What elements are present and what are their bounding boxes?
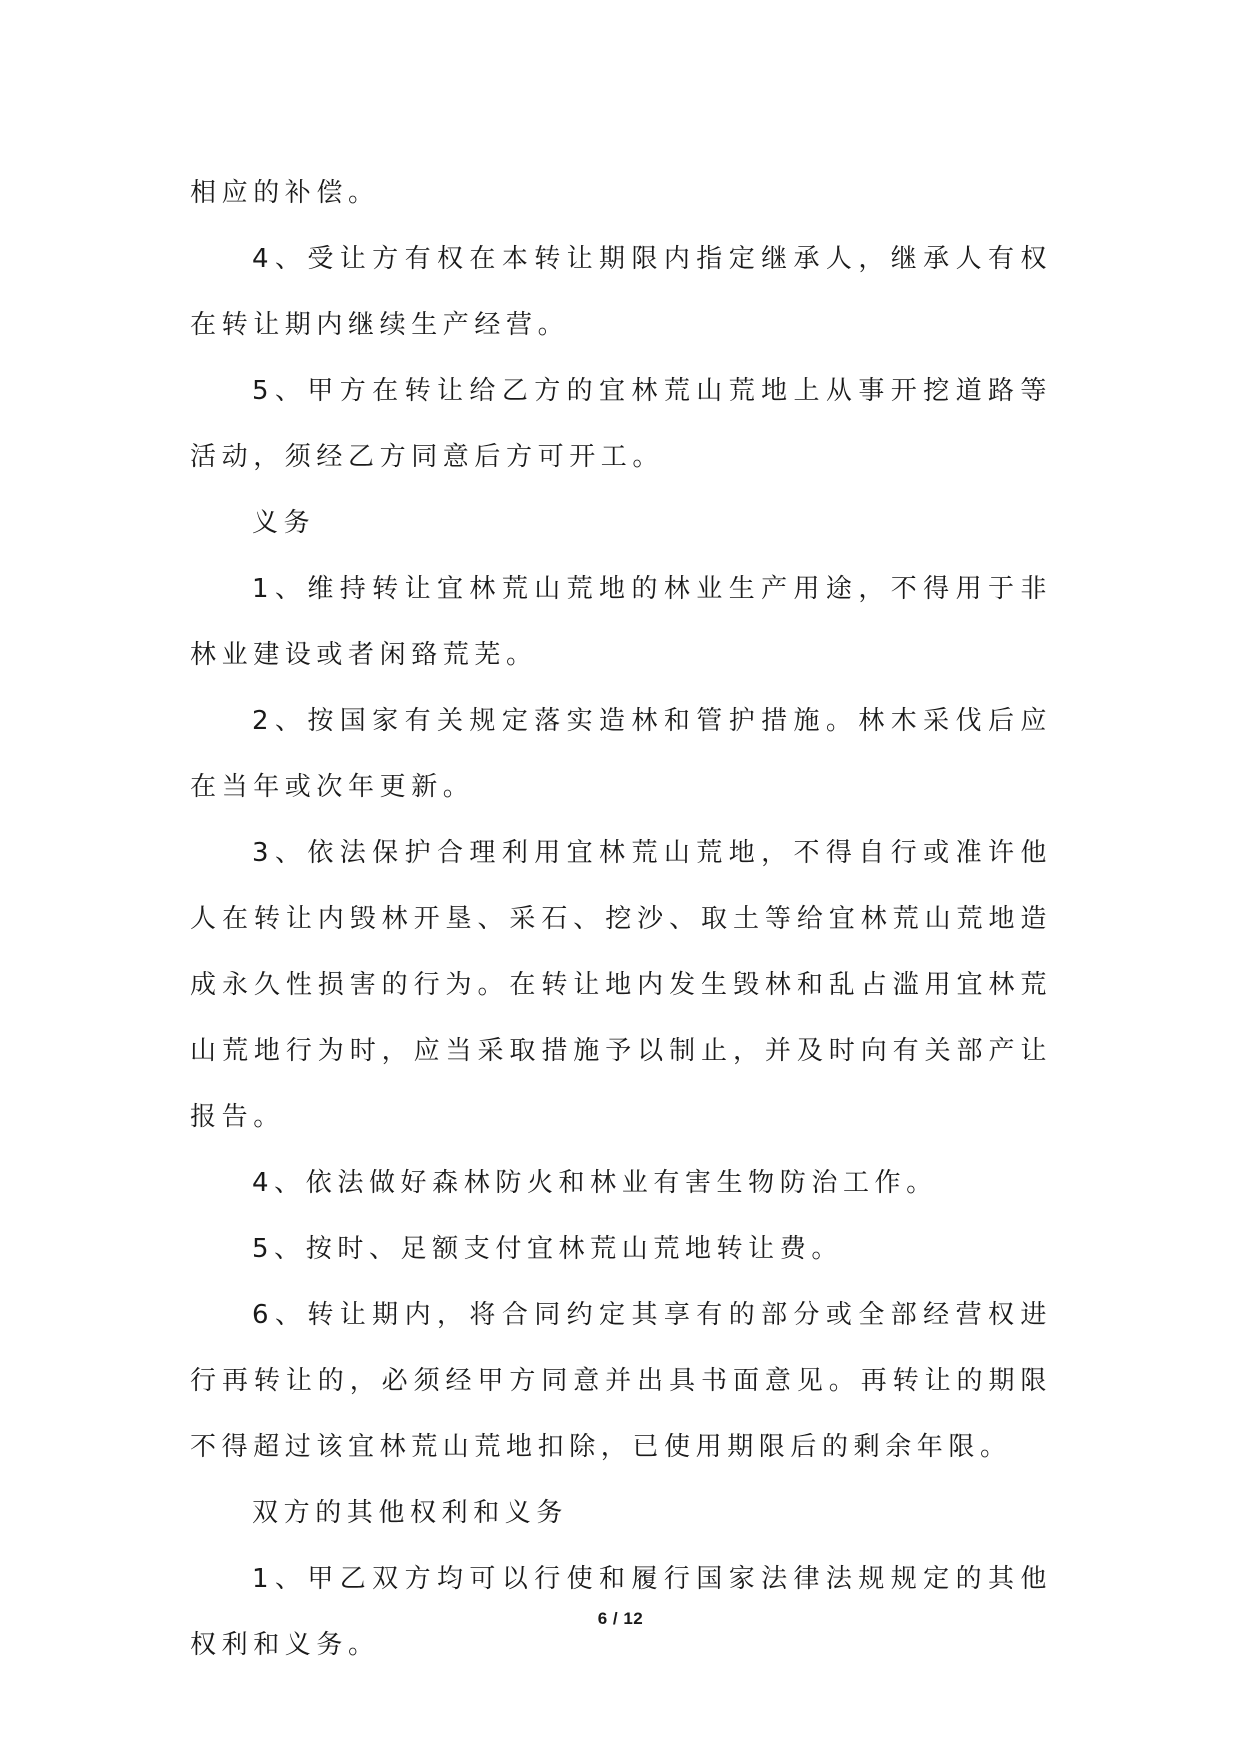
page-number: 6 / 12	[597, 1609, 644, 1628]
paragraph-9: 5、按时、足额支付宜林荒山荒地转让费。	[252, 1234, 843, 1264]
paragraph-6: 2、按国家有关规定落实造林和管护措施。林木采伐后应在当年或次年更新。	[190, 706, 1052, 802]
document-body	[190, 160, 1052, 1678]
paragraph-1: 相应的补偿。	[190, 178, 380, 208]
paragraph-2: 4、受让方有权在本转让期限内指定继承人，继承人有权在转让期内继续生产经营。	[190, 244, 1052, 340]
paragraph-3: 5、甲方在转让给乙方的宜林荒山荒地上从事开挖道路等活动，须经乙方同意后方可开工。	[190, 376, 1052, 472]
paragraph-12: 1、甲乙双方均可以行使和履行国家法律法规规定的其他权利和义务。	[190, 1564, 1052, 1660]
paragraph-10: 6、转让期内，将合同约定其享有的部分或全部经营权进行再转让的，必须经甲方同意并出具书面意见。再转让的期限不得超过该宜林荒山荒地扣除，已使用期限后的剩余年限。	[190, 1300, 1052, 1462]
paragraph-7: 3、依法保护合理利用宜林荒山荒地，不得自行或准许他人在转让内毁林开垦、采石、挖沙、取土等给宜林荒山荒地造成永久性损害的行为。在转让地内发生毁林和乱占滥用宜林荒山荒地行为时，应当采取措施予以制止，并及时向有关部产让报告。	[190, 838, 1052, 1132]
paragraph-5: 1、维持转让宜林荒山荒地的林业生产用途，不得用于非林业建设或者闲臵荒芜。	[190, 574, 1052, 670]
section-heading-obligations: 义务	[252, 508, 316, 538]
section-heading-other-rights: 双方的其他权利和义务	[252, 1498, 569, 1528]
paragraph-8: 4、依法做好森林防火和林业有害生物防治工作。	[252, 1168, 938, 1198]
